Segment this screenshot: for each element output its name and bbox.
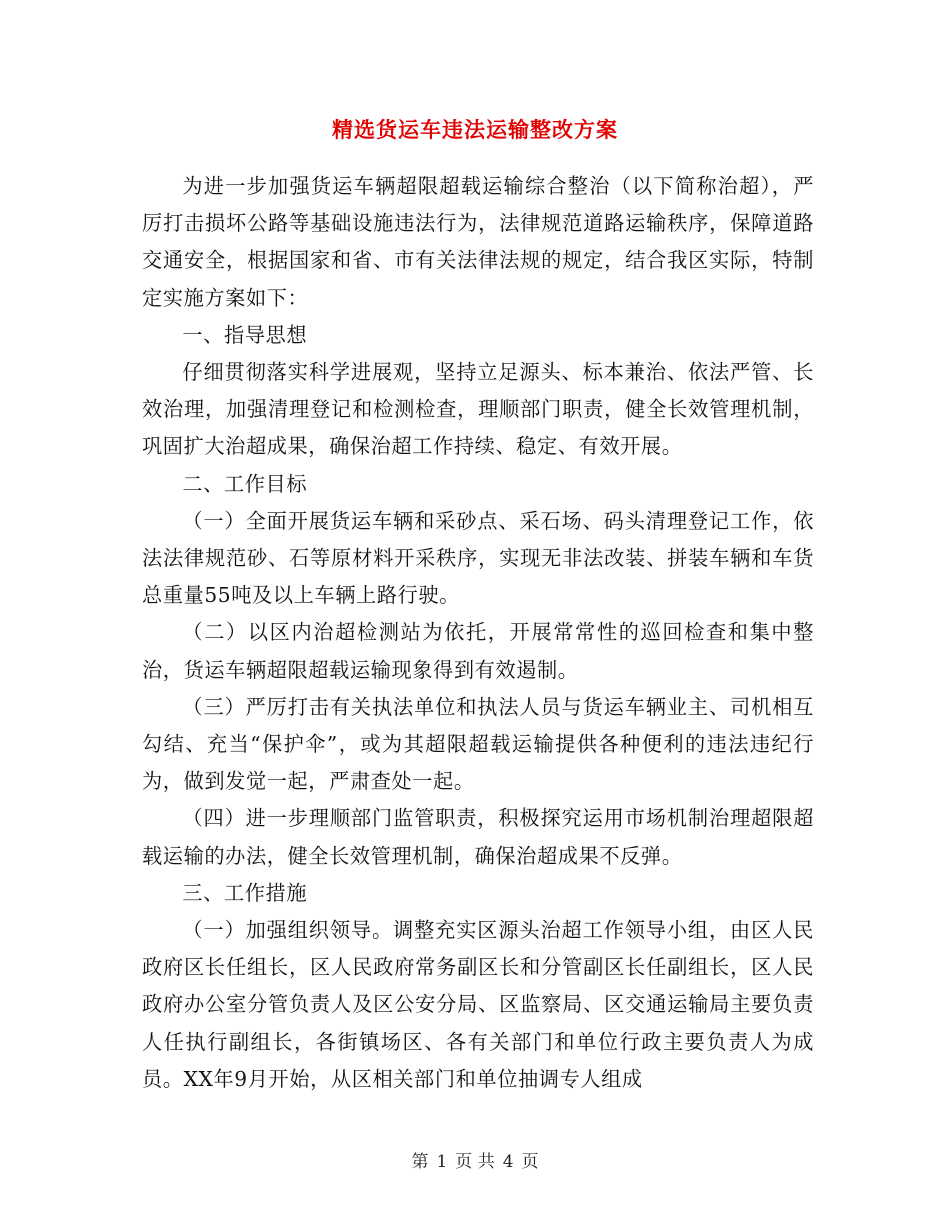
paragraph-guiding-ideology: 仔细贯彻落实科学进展观，坚持立足源头、标本兼治、依法严管、长效治理，加强清理登记和检测检查，理顺部门职责，健全长效管理机制，巩固扩大治超成果，确保治超工作持续、稳定、有效开展。 — [142, 360, 814, 459]
footer-current-page: 1 — [436, 1152, 448, 1172]
paragraph-goal-4: （四）进一步理顺部门监管职责，积极探究运用市场机制治理超限超载运输的办法，健全长效管理机制，确保治超成果不反弹。 — [142, 806, 814, 868]
paragraph-intro: 为进一步加强货运车辆超限超载运输综合整治（以下简称治超），严厉打击损坏公路等基础设施违法行为，法律规范道路运输秩序，保障道路交通安全，根据国家和省、市有关法律法规的规定，结合我区实际，特制定实施方案如下： — [142, 174, 814, 310]
document-title: 精选货运车违法运输整改方案 — [332, 117, 618, 142]
document-body — [142, 168, 814, 1098]
paragraph-goal-2: （二）以区内治超检测站为依托，开展常常性的巡回检查和集中整治，货运车辆超限超载运输现象得到有效遏制。 — [142, 620, 814, 682]
paragraph-goal-3: （三）严厉打击有关执法单位和执法人员与货运车辆业主、司机相互勾结、充当“保护伞”，或为其超限超载运输提供各种便利的违法违纪行为，做到发觉一起，严肃查处一起。 — [142, 694, 814, 794]
heading-guiding-ideology: 一、指导思想 — [182, 322, 308, 347]
footer-prefix: 第 — [411, 1152, 429, 1172]
footer-total-pages: 4 — [502, 1152, 514, 1172]
footer-suffix: 页 — [521, 1152, 539, 1172]
page-footer — [0, 1150, 950, 1174]
paragraph-goal-1: （一）全面开展货运车辆和采砂点、采石场、码头清理登记工作，依法法律规范砂、石等原材料开采秩序，实现无非法改装、拼装车辆和车货总重量55吨及以上车辆上路行驶。 — [142, 508, 814, 608]
footer-middle: 页 共 — [455, 1152, 495, 1172]
heading-work-goals: 二、工作目标 — [182, 471, 308, 496]
heading-work-measures: 三、工作措施 — [182, 880, 308, 905]
paragraph-measure-1: （一）加强组织领导。调整充实区源头治超工作领导小组，由区人民政府区长任组长，区人民政府常务副区长和分管副区长任副组长，区人民政府办公室分管负责人及区公安分局、区监察局、区交通运输局主要负责人任执行副组长，各街镇场区、各有关部门和单位行政主要负责人为成员。XX年9月开始，从区相关部门和单位抽调专人组成 — [142, 918, 814, 1091]
